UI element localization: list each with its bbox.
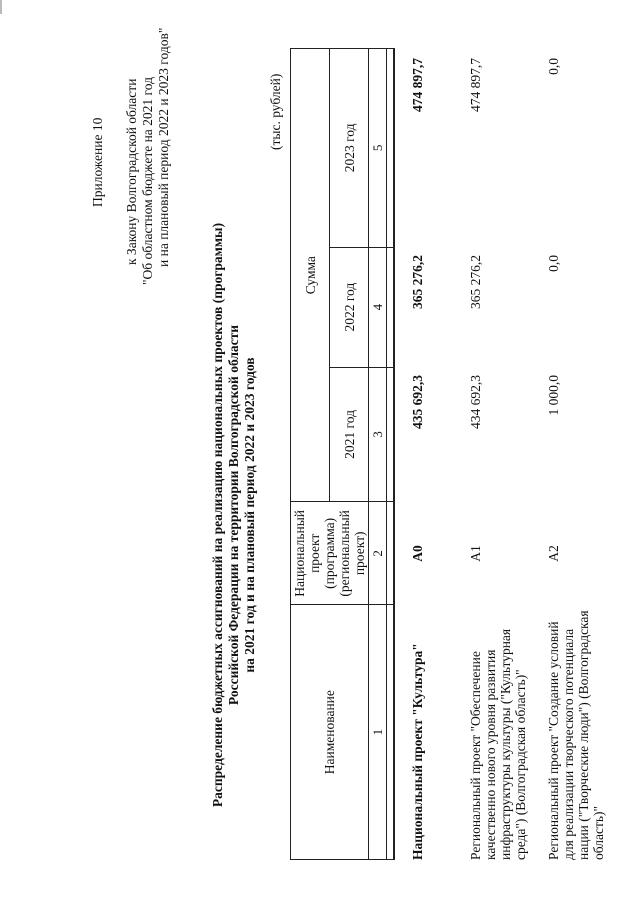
row-value-2023: 0,0: [546, 58, 561, 75]
col-number-4: 4: [369, 247, 387, 367]
appendix-block: [90, 28, 172, 285]
header-year-2022: 2022 год: [330, 247, 369, 367]
row-name: Национальный проект "Культура": [410, 643, 425, 860]
col-number-2: 2: [369, 502, 387, 605]
row-value-2023: 474 897,7: [468, 58, 483, 112]
row-name: Региональный проект "Обеспечение качественно нового уровня развития инфраструктуры культуры ("Культурная среда") (Волгоградская область)": [468, 628, 528, 860]
header-name: Наименование: [291, 605, 369, 860]
separator-cell: [387, 605, 395, 860]
header-project: Национальный проект (программа) (региональный проект): [291, 502, 369, 605]
separator-cell: [387, 367, 395, 502]
col-number-1: 1: [369, 605, 387, 860]
table-row: [546, 48, 616, 860]
appendix-line-1: к Закону Волгоградской области: [124, 78, 139, 265]
row-code: А0: [410, 545, 425, 562]
separator-cell: [387, 247, 395, 367]
table-row: [410, 48, 468, 860]
row-value-2021: 435 692,3: [410, 375, 425, 429]
title-line-2: Российской Федерации на территории Волгоградской области: [226, 324, 241, 706]
row-value-2021: 434 692,3: [468, 375, 483, 429]
header-table: [290, 48, 395, 860]
col-number-5: 5: [369, 49, 387, 248]
table-row: [468, 48, 546, 860]
header-year-2023: 2023 год: [330, 49, 369, 248]
document-title: [210, 165, 258, 865]
separator-cell: [387, 49, 395, 248]
row-name: Региональный проект "Создание условий для реализации творческого потенциала нации ("Творческие люди") (Волгоградская область)": [546, 610, 606, 860]
title-line-1: Распределение бюджетных ассигнований на реализацию национальных проектов (программы): [210, 222, 225, 808]
row-value-2023: 474 897,7: [410, 58, 425, 112]
units-label: (тыс. рублей): [268, 73, 283, 150]
row-value-2022: 0,0: [546, 255, 561, 272]
header-year-2021: 2021 год: [330, 367, 369, 502]
row-value-2022: 365 276,2: [410, 255, 425, 309]
row-value-2021: 1 000,0: [546, 375, 561, 416]
row-code: А1: [468, 545, 483, 562]
scan-corner-mark: [0, 0, 2, 14]
col-number-3: 3: [369, 367, 387, 502]
title-line-3: на 2021 год и на плановый период 2022 и 2023 годов: [242, 357, 257, 673]
row-value-2022: 365 276,2: [468, 255, 483, 309]
appendix-line-3: и на плановый период 2022 и 2023 годов": [156, 27, 171, 267]
appendix-line-2: "Об областном бюджете на 2021 год: [140, 77, 155, 285]
row-code: А2: [546, 545, 561, 562]
header-sum: Сумма: [291, 49, 330, 502]
table-body: [410, 48, 616, 860]
appendix-title: Приложение 10: [90, 117, 105, 207]
separator-cell: [387, 502, 395, 605]
